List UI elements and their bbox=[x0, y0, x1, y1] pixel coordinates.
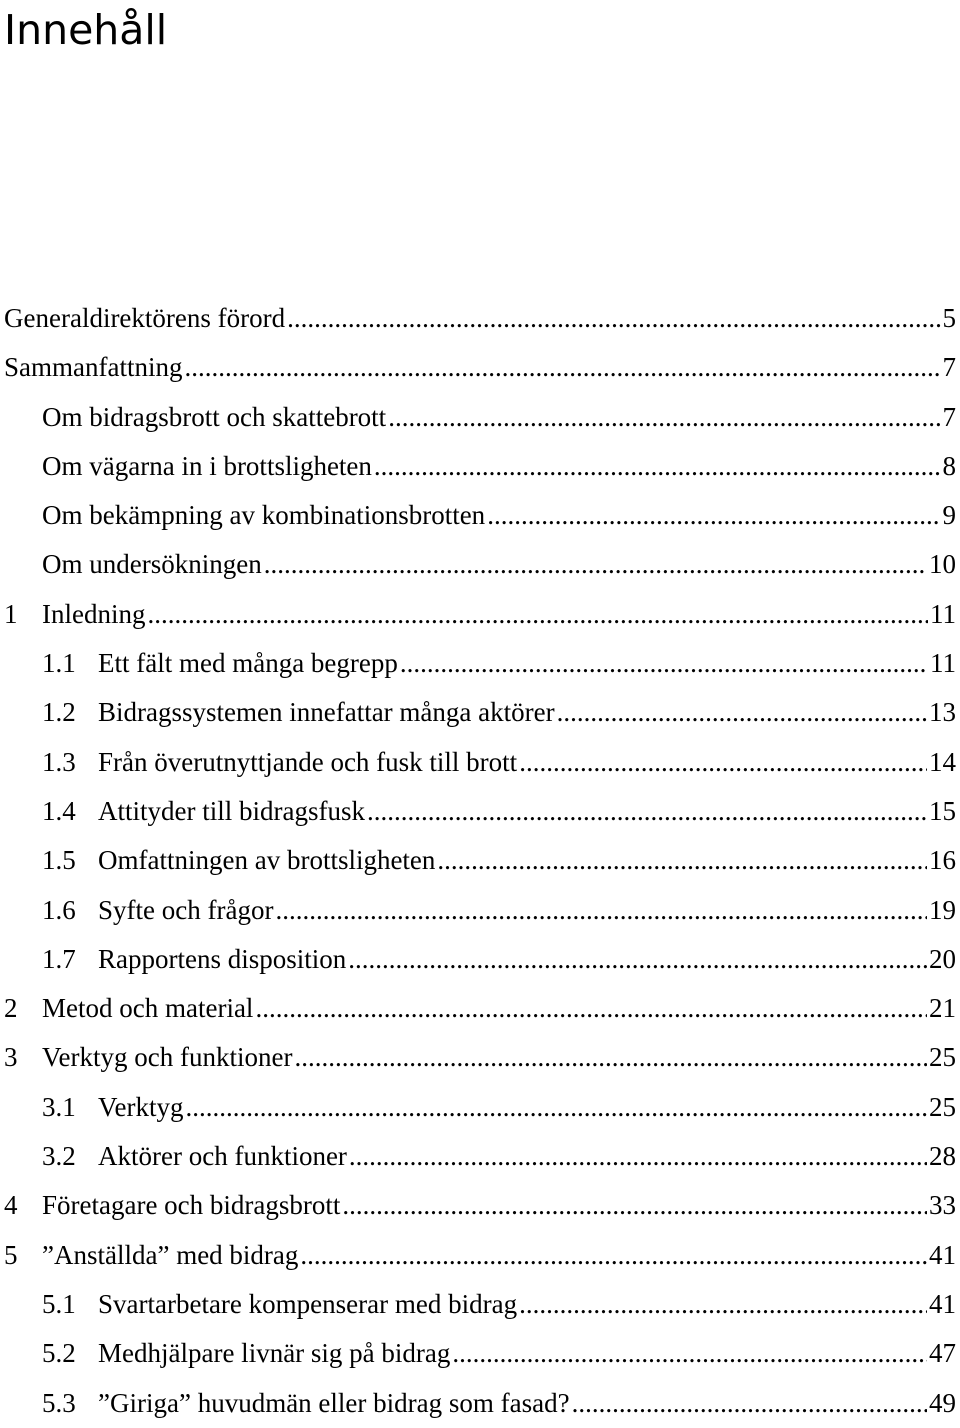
toc-entry-page-number: 9 bbox=[942, 500, 956, 531]
toc-entry[interactable] bbox=[4, 1181, 956, 1230]
toc-entry-title: Från överutnyttjande och fusk till brott bbox=[98, 746, 518, 777]
toc-entry-page-number: 14 bbox=[929, 746, 956, 777]
dot-leader bbox=[519, 1280, 927, 1329]
toc-entry-page-number: 41 bbox=[929, 1288, 956, 1319]
toc-entry-title: Metod och material bbox=[42, 993, 254, 1024]
dot-leader bbox=[264, 540, 927, 589]
toc-entry-title: ”Anställda” med bidrag bbox=[42, 1239, 299, 1270]
page-title: Innehåll bbox=[4, 6, 168, 54]
toc-entry-title: Sammanfattning bbox=[4, 352, 183, 383]
toc-entry-page-number: 10 bbox=[929, 549, 956, 580]
toc-entry-title: Om bidragsbrott och skattebrott bbox=[42, 401, 387, 432]
toc-entry[interactable] bbox=[4, 984, 956, 1033]
toc-entry-number: 3 bbox=[4, 1042, 18, 1073]
toc-entry-number: 1.4 bbox=[42, 795, 76, 826]
toc-entry-number: 1.1 bbox=[42, 648, 76, 679]
toc-entry[interactable] bbox=[4, 393, 956, 442]
toc-entry-title: Verktyg bbox=[98, 1091, 184, 1122]
toc-entry-number: 5.1 bbox=[42, 1288, 76, 1319]
toc-entry-title: Aktörer och funktioner bbox=[98, 1141, 347, 1172]
toc-entry-title: Svartarbetare kompenserar med bidrag bbox=[98, 1288, 518, 1319]
toc-entry-page-number: 15 bbox=[929, 795, 956, 826]
toc-entry[interactable] bbox=[4, 1280, 956, 1329]
toc-entry-number: 1.7 bbox=[42, 943, 76, 974]
toc-entry-title: Bidragssystemen innefattar många aktörer bbox=[98, 697, 555, 728]
toc-entry-number: 3.1 bbox=[42, 1091, 76, 1122]
dot-leader bbox=[519, 738, 927, 787]
dot-leader bbox=[487, 491, 940, 540]
toc-entry-number: 1.6 bbox=[42, 894, 76, 925]
toc-entry[interactable] bbox=[4, 738, 956, 787]
toc-entry-number: 2 bbox=[4, 993, 18, 1024]
toc-entry[interactable] bbox=[4, 639, 956, 688]
toc-entry-number: 3.2 bbox=[42, 1141, 76, 1172]
toc-entry[interactable] bbox=[4, 1033, 956, 1082]
toc-entry-title: Rapportens disposition bbox=[98, 943, 347, 974]
toc-entry[interactable] bbox=[4, 540, 956, 589]
dot-leader bbox=[255, 984, 927, 1033]
toc-entry[interactable] bbox=[4, 1083, 956, 1132]
toc-entry-number: 1.3 bbox=[42, 746, 76, 777]
toc-entry[interactable] bbox=[4, 886, 956, 935]
toc-entry-page-number: 25 bbox=[929, 1042, 956, 1073]
toc-entry[interactable] bbox=[4, 343, 956, 392]
toc-entry-page-number: 25 bbox=[929, 1091, 956, 1122]
dot-leader bbox=[367, 787, 927, 836]
toc-entry-title: Ett fält med många begrepp bbox=[98, 648, 398, 679]
toc-entry-title: Attityder till bidragsfusk bbox=[98, 795, 365, 826]
toc-entry-page-number: 5 bbox=[942, 303, 956, 333]
toc-entry-number: 1.2 bbox=[42, 697, 76, 728]
dot-leader bbox=[184, 343, 940, 392]
toc-entry-page-number: 7 bbox=[942, 401, 956, 432]
toc-entry-page-number: 8 bbox=[942, 450, 956, 481]
toc-entry-page-number: 20 bbox=[929, 943, 956, 974]
toc-entry-page-number: 19 bbox=[929, 894, 956, 925]
toc-entry[interactable] bbox=[4, 1231, 956, 1280]
toc-entry-number: 5.3 bbox=[42, 1387, 76, 1418]
dot-leader bbox=[147, 590, 928, 639]
toc-entry-page-number: 11 bbox=[930, 598, 956, 629]
toc-entry[interactable] bbox=[4, 787, 956, 836]
dot-leader bbox=[294, 1033, 927, 1082]
toc-entry-page-number: 11 bbox=[930, 648, 956, 679]
toc-entry-title: Företagare och bidragsbrott bbox=[42, 1190, 341, 1221]
toc-entry-title: Om bekämpning av kombinationsbrotten bbox=[42, 500, 486, 531]
dot-leader bbox=[374, 442, 941, 491]
dot-leader bbox=[557, 688, 927, 737]
toc-entry-number: 1 bbox=[4, 598, 18, 629]
toc-entry-title: Omfattningen av brottsligheten bbox=[98, 845, 436, 876]
toc-entry[interactable] bbox=[4, 688, 956, 737]
toc-entry[interactable] bbox=[4, 1329, 956, 1378]
toc-entry-number: 4 bbox=[4, 1190, 18, 1221]
table-of-contents bbox=[4, 294, 956, 1428]
toc-entry-page-number: 16 bbox=[929, 845, 956, 876]
toc-entry-title: Om undersökningen bbox=[42, 549, 262, 580]
dot-leader bbox=[300, 1231, 927, 1280]
dot-leader bbox=[572, 1379, 927, 1428]
toc-entry[interactable] bbox=[4, 491, 956, 540]
dot-leader bbox=[388, 393, 940, 442]
dot-leader bbox=[275, 886, 927, 935]
toc-entry-title: Syfte och frågor bbox=[98, 894, 274, 925]
toc-entry[interactable] bbox=[4, 1379, 956, 1428]
toc-entry[interactable] bbox=[4, 836, 956, 885]
toc-entry-number: 5 bbox=[4, 1239, 18, 1270]
toc-entry[interactable] bbox=[4, 590, 956, 639]
toc-entry-title: Verktyg och funktioner bbox=[42, 1042, 293, 1073]
toc-entry-page-number: 41 bbox=[929, 1239, 956, 1270]
toc-entry[interactable] bbox=[4, 935, 956, 984]
dot-leader bbox=[452, 1329, 927, 1378]
dot-leader bbox=[348, 935, 927, 984]
toc-entry-page-number: 33 bbox=[929, 1190, 956, 1221]
toc-entry-page-number: 28 bbox=[929, 1141, 956, 1172]
toc-entry-page-number: 47 bbox=[929, 1338, 956, 1369]
toc-entry-title: Inledning bbox=[42, 598, 146, 629]
toc-entry-title: Om vägarna in i brottsligheten bbox=[42, 450, 372, 481]
toc-entry-page-number: 13 bbox=[929, 697, 956, 728]
dot-leader bbox=[400, 639, 928, 688]
dot-leader bbox=[185, 1083, 927, 1132]
toc-entry-page-number: 7 bbox=[942, 352, 956, 383]
toc-entry-title: Medhjälpare livnär sig på bidrag bbox=[98, 1338, 451, 1369]
dot-leader bbox=[342, 1181, 927, 1230]
toc-entry[interactable] bbox=[4, 294, 956, 343]
toc-entry-title: ”Giriga” huvudmän eller bidrag som fasad? bbox=[98, 1387, 570, 1418]
dot-leader bbox=[437, 836, 927, 885]
toc-entry[interactable] bbox=[4, 1132, 956, 1181]
toc-entry[interactable] bbox=[4, 442, 956, 491]
toc-entry-page-number: 21 bbox=[929, 993, 956, 1024]
toc-entry-page-number: 49 bbox=[929, 1387, 956, 1418]
dot-leader bbox=[349, 1132, 927, 1181]
dot-leader bbox=[287, 294, 940, 343]
toc-entry-number: 1.5 bbox=[42, 845, 76, 876]
toc-entry-title: Generaldirektörens förord bbox=[4, 303, 286, 333]
toc-entry-number: 5.2 bbox=[42, 1338, 76, 1369]
